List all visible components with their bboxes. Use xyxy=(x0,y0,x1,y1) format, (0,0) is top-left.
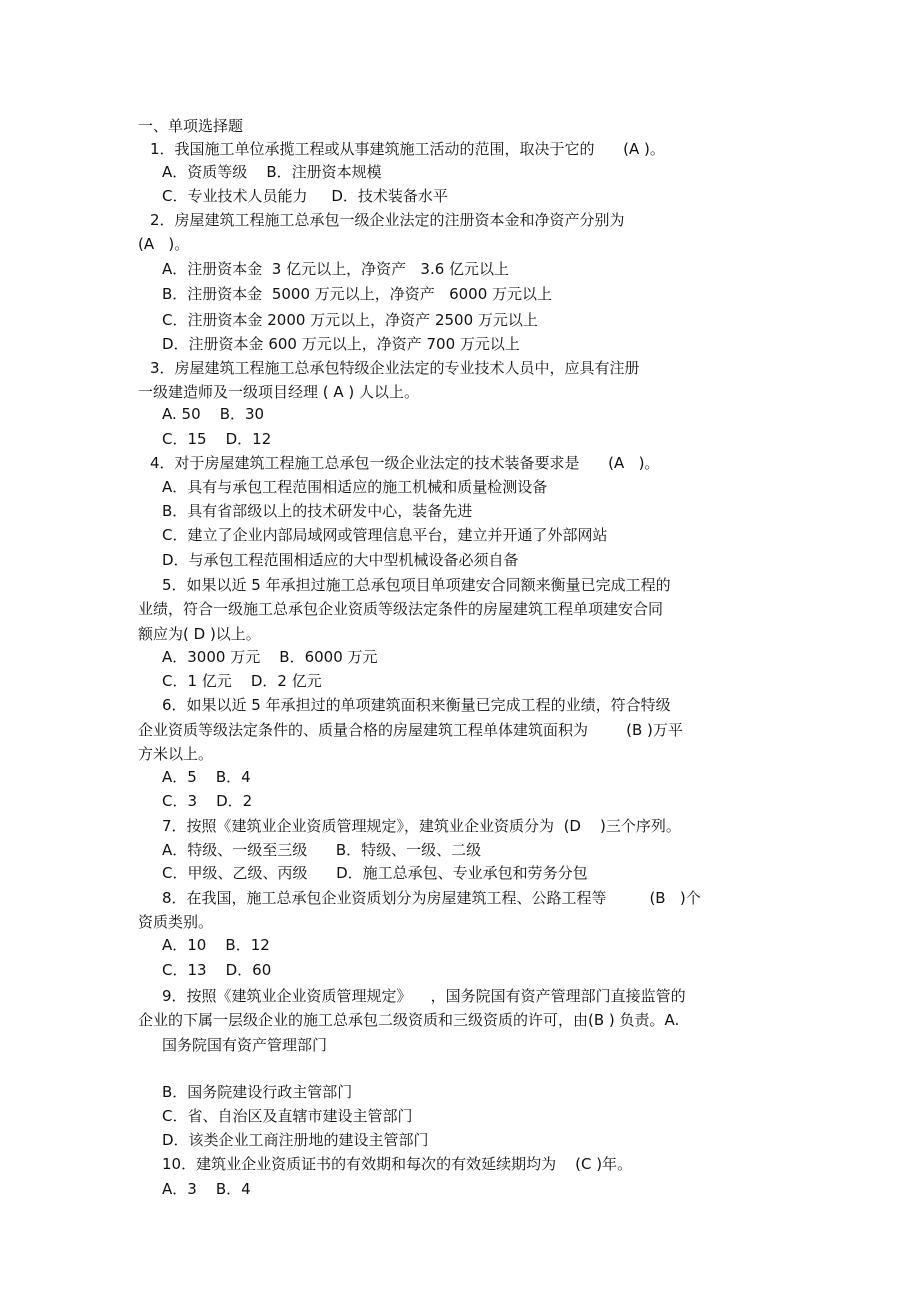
question-continuation: 企业的下属一层级企业的施工总承包二级资质和三级资质的许可，由(B ) 负责。A. xyxy=(138,1011,680,1029)
option-line: A．特级、一级至三级 B．特级、一级、二级 xyxy=(162,841,482,859)
option-line: A．资质等级 B．注册资本规模 xyxy=(162,163,382,181)
question-9: 9．按照《建筑业企业资质管理规定》 ，国务院国有资产管理部门直接监管的 xyxy=(162,987,686,1005)
question-continuation: 业绩，符合一级施工总承包企业资质等级法定条件的房屋建筑工程单项建安合同 xyxy=(138,600,664,618)
question-continuation: 资质类别。 xyxy=(138,913,214,931)
option-line: C．建立了企业内部局域网或管理信息平台，建立并开通了外部网站 xyxy=(162,526,608,544)
question-7: 7．按照《建筑业企业资质管理规定》，建筑业企业资质分为 (D )三个序列。 xyxy=(162,817,681,835)
option-line: C．甲级、乙级、丙级 D．施工总承包、专业承包和劳务分包 xyxy=(162,864,588,882)
option-line: A．具有与承包工程范围相适应的施工机械和质量检测设备 xyxy=(162,478,548,496)
question-6: 6．如果以近 5 年承担过的单项建筑面积来衡量已完成工程的业绩，符合特级 xyxy=(162,696,671,714)
option-line: C．3 D．2 xyxy=(162,792,253,810)
option-line: A. 50 B．30 xyxy=(162,405,265,423)
option-line: D．注册资本金 600 万元以上，净资产 700 万元以上 xyxy=(162,335,520,353)
question-continuation: 一级建造师及一级项目经理 ( A ) 人以上。 xyxy=(138,383,420,401)
option-line: A．3 B．4 xyxy=(162,1180,251,1198)
question-continuation: (A )。 xyxy=(138,235,190,253)
option-line: D．与承包工程范围相适应的大中型机械设备必须自备 xyxy=(162,551,519,569)
option-line: B．国务院建设行政主管部门 xyxy=(162,1083,353,1101)
question-10: 10．建筑业企业资质证书的有效期和每次的有效延续期均为 (C )年。 xyxy=(162,1155,633,1173)
option-line: C．15 D．12 xyxy=(162,430,272,448)
question-continuation: 额应为( D )以上。 xyxy=(138,625,261,643)
option-line: A．注册资本金 3 亿元以上，净资产 3.6 亿元以上 xyxy=(162,260,510,278)
question-1: 1．我国施工单位承揽工程或从事建筑施工活动的范围，取决于它的 (A )。 xyxy=(150,140,665,158)
option-line: C．注册资本金 2000 万元以上，净资产 2500 万元以上 xyxy=(162,311,538,329)
option-line: D．该类企业工商注册地的建设主管部门 xyxy=(162,1131,429,1149)
option-line: B．注册资本金 5000 万元以上，净资产 6000 万元以上 xyxy=(162,285,553,303)
option-line: 国务院国有资产管理部门 xyxy=(162,1036,328,1054)
option-line: B．具有省部级以上的技术研发中心，装备先进 xyxy=(162,502,473,520)
question-5: 5．如果以近 5 年承担过施工总承包项目单项建安合同额来衡量已完成工程的 xyxy=(162,576,671,594)
section-title: 一、单项选择题 xyxy=(138,117,244,135)
option-line: C．13 D．60 xyxy=(162,961,272,979)
question-continuation: 企业资质等级法定条件的、质量合格的房屋建筑工程单体建筑面积为 (B )万平 xyxy=(138,721,683,739)
option-line: C．专业技术人员能力 D．技术装备水平 xyxy=(162,187,448,205)
option-line: C．省、自治区及直辖市建设主管部门 xyxy=(162,1107,413,1125)
question-continuation: 方米以上。 xyxy=(138,745,214,763)
option-line: A．5 B．4 xyxy=(162,768,251,786)
question-2: 2．房屋建筑工程施工总承包一级企业法定的注册资本金和净资产分别为 xyxy=(150,211,625,229)
option-line: C．1 亿元 D．2 亿元 xyxy=(162,672,322,690)
question-4: 4．对于房屋建筑工程施工总承包一级企业法定的技术装备要求是 (A )。 xyxy=(150,454,660,472)
question-3: 3．房屋建筑工程施工总承包特级企业法定的专业技术人员中，应具有注册 xyxy=(150,359,640,377)
option-line: A．10 B．12 xyxy=(162,936,270,954)
option-line: A．3000 万元 B．6000 万元 xyxy=(162,648,378,666)
question-8: 8．在我国，施工总承包企业资质划分为房屋建筑工程、公路工程等 (B )个 xyxy=(162,889,701,907)
